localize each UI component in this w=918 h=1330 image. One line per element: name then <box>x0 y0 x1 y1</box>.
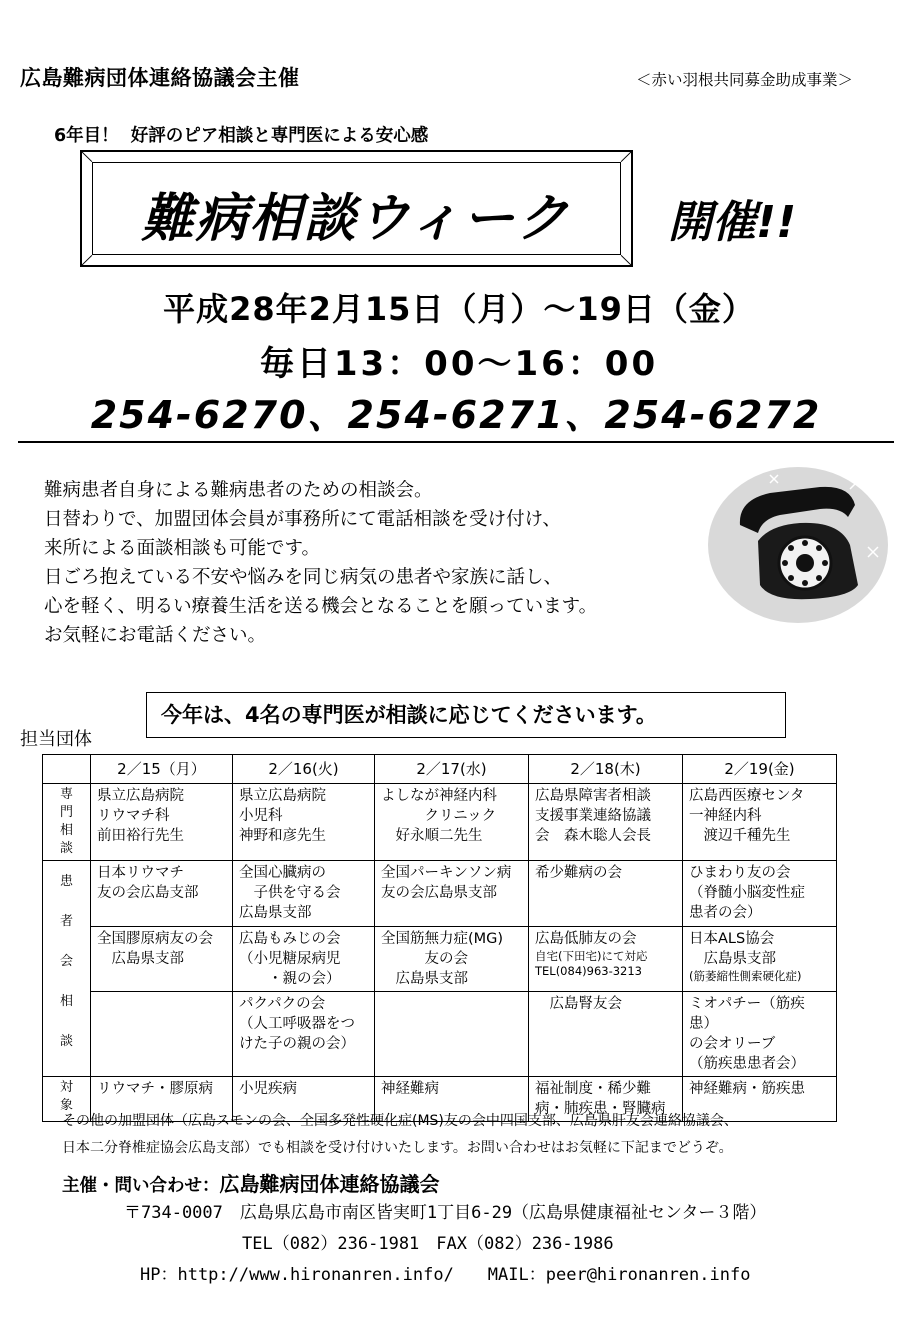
sponsor-org: 広島難病団体連絡協議会 <box>219 1172 440 1196</box>
row-label-char: 談 <box>59 841 73 856</box>
table-cell: 全国パーキンソン病 友の会広島県支部 <box>375 861 529 927</box>
row-label-char: 専 <box>59 787 73 802</box>
web-mail: HP：http://www.hironanren.info/ MAIL：peer@hironanren.info <box>140 1265 751 1285</box>
table-cell: 神経難病 <box>375 1077 529 1122</box>
day-header: 2／15（月） <box>91 755 233 784</box>
sponsor-label: 主催・問い合わせ： <box>62 1176 220 1196</box>
table-cell: 広島もみじの会 （小児糖尿病児 ・親の会） <box>233 927 375 992</box>
intro-text <box>44 476 597 650</box>
table-header-row <box>43 755 837 784</box>
table-row <box>43 992 837 1077</box>
cell-main-text: 広島低肺友の会 <box>535 931 637 947</box>
row-label-char: 象 <box>59 1098 73 1113</box>
table-cell: 全国心臓病の 子供を守る会 広島県支部 <box>233 861 375 927</box>
table-cell <box>91 992 233 1077</box>
phone-numbers: 254-6270、254-6271、254-6272 <box>18 384 894 443</box>
table-cell: よしなが神経内科 クリニック 好永順二先生 <box>375 784 529 861</box>
table-corner <box>43 755 91 784</box>
table-cell: 県立広島病院 小児科 神野和彦先生 <box>233 784 375 861</box>
day-header: 2／19(金) <box>683 755 837 784</box>
table-cell: 小児疾病 <box>233 1077 375 1122</box>
row-label-char: 患 <box>59 873 73 889</box>
table-cell: 神経難病・筋疾患 <box>683 1077 837 1122</box>
contact-block <box>124 1198 766 1291</box>
tel-fax: TEL（082）236-1981 FAX（082）236-1986 <box>242 1234 614 1254</box>
main-title: 難病相談ウィーク <box>141 189 571 249</box>
intro-line: お気軽にお電話ください。 <box>44 625 267 646</box>
table-row <box>43 927 837 992</box>
row-label-char: 門 <box>59 805 73 820</box>
table-cell: 福祉制度・稀少難 病・肺疾患・腎臓病 <box>529 1077 683 1122</box>
table-cell: 希少難病の会 <box>529 861 683 927</box>
event-time: 毎日13：00～16：00 <box>259 344 659 384</box>
cell-main-text: 日本ALS協会 広島県支部 <box>689 931 776 967</box>
organizer-title: 広島難病団体連絡協議会主催 <box>20 66 300 90</box>
rotary-phone-icon <box>700 455 890 630</box>
table-row <box>43 784 837 861</box>
intro-line: 来所による面談相談も可能です。 <box>44 538 321 559</box>
row-label-patient <box>43 861 91 1077</box>
table-cell: ひまわり友の会 （脊髄小脳変性症 患者の会） <box>683 861 837 927</box>
tagline-text: 好評のピア相談と専門医による安心感 <box>130 126 429 146</box>
tagline <box>54 122 428 147</box>
intro-line: 心を軽く、明るい療養生活を送る機会となることを願っています。 <box>44 596 598 617</box>
intro-line: 難病患者自身による難病患者のための相談会。 <box>44 480 433 501</box>
row-label-char: 対 <box>59 1080 73 1095</box>
day-header: 2／16(火) <box>233 755 375 784</box>
table-cell <box>683 927 837 992</box>
note-line: 日本二分脊椎症協会広島支部）でも相談を受け付けいたします。お問い合わせはお気軽に下記までどうぞ。 <box>62 1140 733 1156</box>
note-line: その他の加盟団体（広島スモンの会、全国多発性硬化症(MS)友の会中四国支部、広島県肝友会連絡協議会、 <box>62 1113 738 1129</box>
specialist-notice: 今年は、4名の専門医が相談に応じてくださいます。 <box>146 692 786 738</box>
table-cell: 全国膠原病友の会 広島県支部 <box>91 927 233 992</box>
tantou-label: 担当団体 <box>20 729 92 750</box>
row-label-specialist <box>43 784 91 861</box>
day-header: 2／17(水) <box>375 755 529 784</box>
table-cell: 広島腎友会 <box>529 992 683 1077</box>
table-row <box>43 861 837 927</box>
table-cell <box>529 927 683 992</box>
table-cell: リウマチ・膠原病 <box>91 1077 233 1122</box>
row-label-char: 会 <box>59 953 73 969</box>
address: 〒734-0007 広島県広島市南区皆実町1丁目6-29（広島県健康福祉センター３階） <box>124 1203 767 1223</box>
other-groups-note <box>62 1108 738 1162</box>
row-label-char: 者 <box>59 913 73 929</box>
kaisai-label: 開催!! <box>668 197 797 248</box>
sponsor-line <box>62 1168 440 1197</box>
row-label-char: 相 <box>59 993 73 1009</box>
table-cell: 日本リウマチ 友の会広島支部 <box>91 861 233 927</box>
row-label-char: 相 <box>59 823 73 838</box>
subsidy-note: ＜赤い羽根共同募金助成事業＞ <box>636 71 854 89</box>
table-cell: パクパクの会 （人工呼吸器をつ けた子の親の会） <box>233 992 375 1077</box>
tagline-year: 6年目！ <box>54 126 119 146</box>
day-header: 2／18(木) <box>529 755 683 784</box>
table-cell <box>375 992 529 1077</box>
table-cell: 広島西医療センタ 一神経内科 渡辺千種先生 <box>683 784 837 861</box>
table-cell: 県立広島病院 リウマチ科 前田裕行先生 <box>91 784 233 861</box>
table-cell: 全国筋無力症(MG) 友の会 広島県支部 <box>375 927 529 992</box>
cell-small-text: 自宅(下田宅)にて対応 TEL(084)963-3213 <box>535 949 648 978</box>
table-cell: 広島県障害者相談 支援事業連絡協議 会 森木聡人会長 <box>529 784 683 861</box>
cell-small-text: (筋萎縮性側索硬化症) <box>689 969 802 983</box>
intro-line: 日ごろ抱えている不安や悩みを同じ病気の患者や家族に話し、 <box>44 567 563 588</box>
event-date: 平成28年2月15日（月）～19日（金） <box>163 290 755 328</box>
table-cell: ミオパチー（筋疾患） の会オリーブ （筋疾患患者会） <box>683 992 837 1077</box>
intro-line: 日替わりで、加盟団体会員が事務所にて電話相談を受け付け、 <box>44 509 561 530</box>
schedule-table <box>42 754 837 1122</box>
row-label-char: 談 <box>59 1033 73 1049</box>
